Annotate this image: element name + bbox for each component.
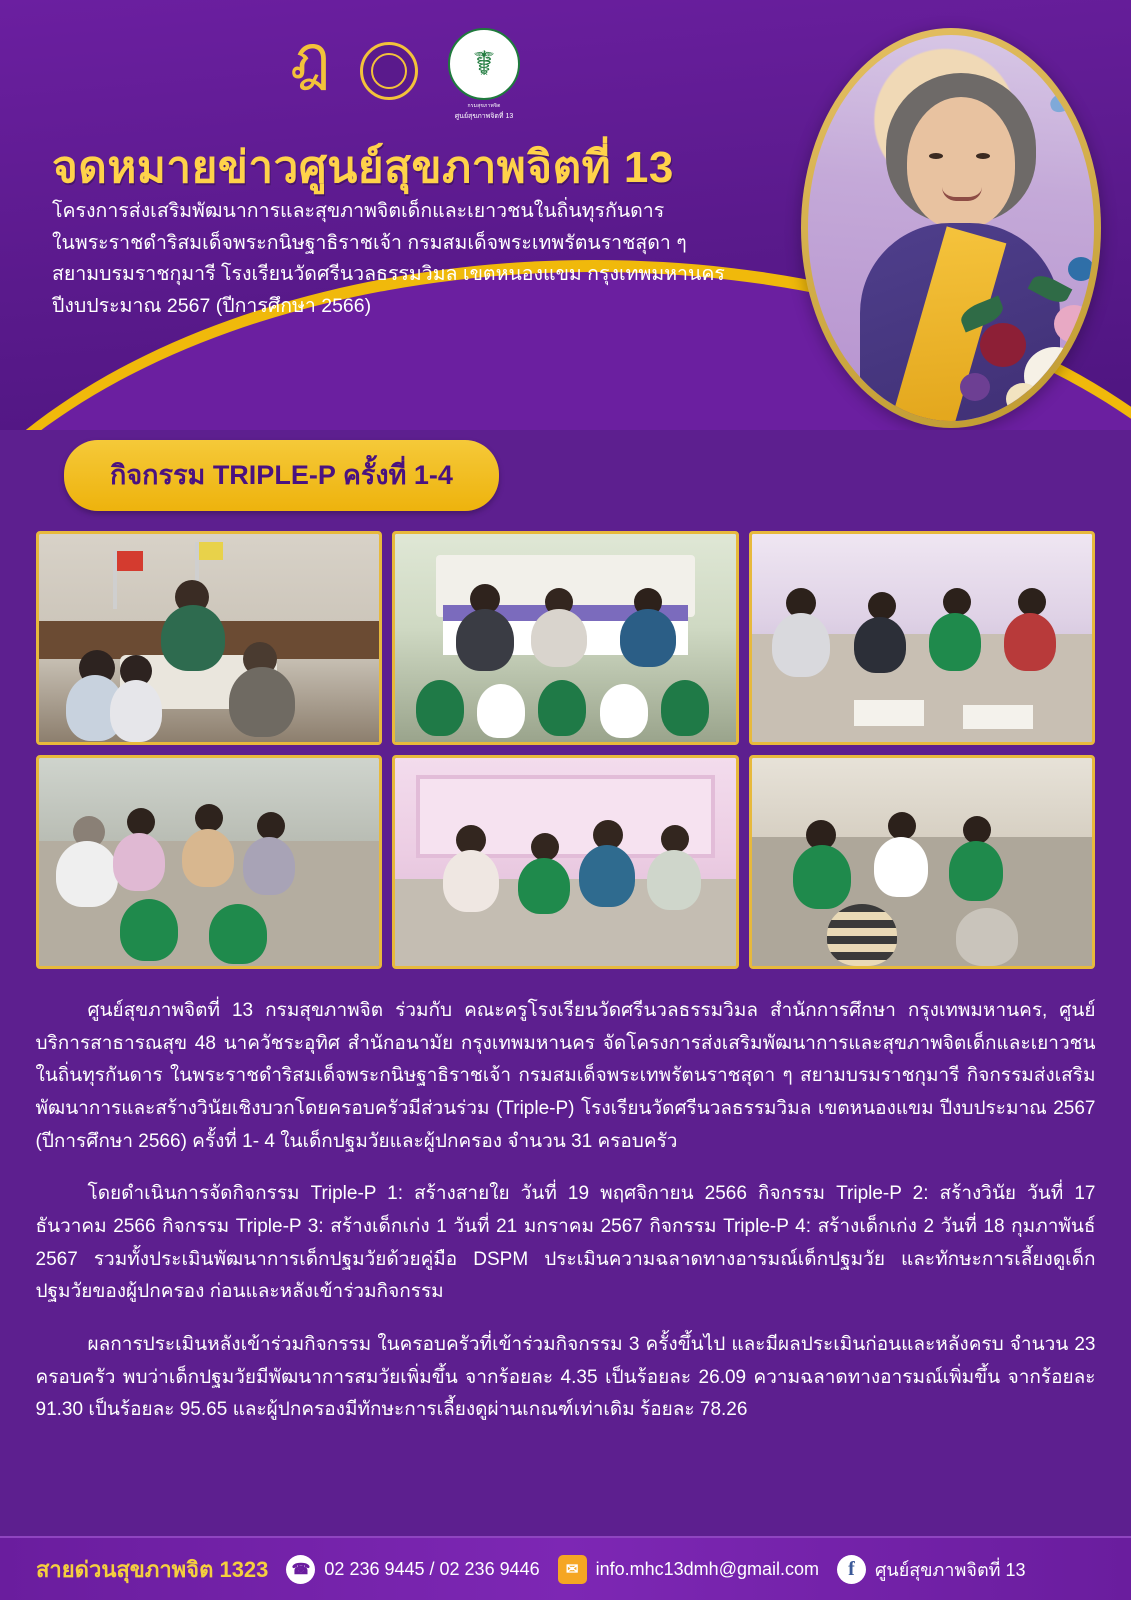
princess-portrait-medallion bbox=[801, 28, 1101, 428]
page-subtitle bbox=[52, 196, 772, 322]
portrait-image bbox=[808, 35, 1094, 421]
mail-icon: ✉ bbox=[558, 1555, 587, 1584]
facebook-icon: f bbox=[837, 1555, 866, 1584]
person-body bbox=[772, 613, 830, 677]
photo-activity-4 bbox=[36, 755, 383, 969]
person-body bbox=[110, 680, 162, 742]
subtitle-line-2: ในพระราชดำริสมเด็จพระกนิษฐาธิราชเจ้า กรมสมเด็จพระเทพรัตนราชสุดา ๆ bbox=[52, 231, 687, 254]
hotline-label: สายด่วนสุขภาพจิต 1323 bbox=[36, 1556, 269, 1582]
person-body bbox=[647, 850, 701, 910]
portrait-eye-right bbox=[976, 153, 990, 159]
photo-activity-5 bbox=[392, 755, 739, 969]
child-body bbox=[1004, 613, 1056, 671]
person-body bbox=[456, 609, 514, 671]
person-body bbox=[229, 667, 295, 737]
person-body bbox=[531, 609, 587, 667]
moph-caption-line2: ศูนย์สุขภาพจิตที่ 13 bbox=[454, 113, 514, 120]
article-paragraph-3: ผลการประเมินหลังเข้าร่วมกิจกรรม ในครอบครัวที่เข้าร่วมกิจกรรม 3 ครั้งขึ้นไป และมีผลประเมินก่อนและหลังครบ จำนวน 23 ครอบครัว พบว่าเด็กปฐมวัยมีพัฒนาการสมวัยเพิ่มขึ้น จากร้อยละ 4.35 เป็นร้อยละ 26.09 ความฉลาดทางอารมณ์เพิ่มขึ้น จากร้อยละ 91.30 เป็นร้อยละ 95.65 และผู้ปกครองมีทักษะการเลี้ยงดูผ่านเกณฑ์เท่าเดิม ร้อยละ 78.26 bbox=[35, 1334, 1096, 1421]
article-paragraph-1: ศูนย์สุขภาพจิตที่ 13 กรมสุขภาพจิต ร่วมกับ คณะครูโรงเรียนวัดศรีนวลธรรมวิมล สำนักการศึกษา กรุงเทพมหานคร, ศูนย์บริการสาธารณสุข 48 นาควัชระอุทิศ สำนักอนามัย กรุงเทพมหานคร จัดโครงการส่งเสริมพัฒนาการและสุขภาพจิตเด็กและเยาวชนในถิ่นทุรกันดาร ในพระราชดำริสมเด็จพระกนิษฐาธิราชเจ้า กรมสมเด็จพระเทพรัตนราชสุดา ๆ สยามบรมราชกุมารี กิจกรรมส่งเสริมพัฒนาการและสร้างวินัยเชิงบวกโดยครอบครัวมีส่วนร่วม (Triple-P) โรงเรียนวัดศรีนวลธรรมวิมล เขตหนองแขม ปีงบประมาณ 2567 (ปีการศึกษา 2566) ครั้งที่ 1- 4 ในเด็กปฐมวัยและผู้ปกครอง จำนวน 31 ครอบครัว bbox=[35, 1000, 1096, 1152]
person-body bbox=[956, 908, 1018, 966]
email-address[interactable]: info.mhc13dmh@gmail.com bbox=[595, 1558, 819, 1579]
footer-phone bbox=[286, 1555, 539, 1584]
child-body bbox=[661, 680, 709, 736]
child-body bbox=[113, 833, 165, 891]
child-body bbox=[243, 837, 295, 895]
child-body bbox=[538, 680, 586, 736]
flower bbox=[980, 323, 1026, 367]
article-text bbox=[36, 995, 1096, 1427]
child-head bbox=[868, 592, 896, 620]
child-body bbox=[477, 684, 525, 738]
photo-activity-3 bbox=[749, 531, 1096, 745]
butterfly-icon bbox=[1048, 89, 1078, 114]
article-paragraph-2: โดยดำเนินการจัดกิจกรรม Triple-P 1: สร้างสายใย วันที่ 19 พฤศจิกายน 2566 กิจกรรม Triple-P 2: สร้างวินัย วันที่ 17 ธันวาคม 2566 กิจกรรม Triple-P 3: สร้างเด็กเก่ง 1 วันที่ 21 มกราคม 2567 กิจกรรม Triple-P 4: สร้างเด็กเก่ง 2 วันที่ 18 กุมภาพันธ์ 2567 รวมทั้งประเมินพัฒนาการเด็กปฐมวัยด้วยคู่มือ DSPM ประเมินความฉลาดทางอารมณ์เด็กปฐมวัย และทักษะการเลี้ยงดูเด็กปฐมวัยของผู้ปกครอง ก่อนและหลังเข้าร่วมกิจกรรม bbox=[35, 1183, 1096, 1303]
royal-crown-emblem-icon bbox=[290, 24, 342, 120]
page-body bbox=[0, 430, 1131, 1427]
flag-yellow bbox=[199, 542, 223, 560]
child-body bbox=[120, 899, 178, 961]
phone-number: 02 236 9445 / 02 236 9446 bbox=[324, 1558, 540, 1579]
child-head bbox=[943, 588, 971, 616]
child-body bbox=[518, 858, 570, 914]
person-striped-shirt bbox=[827, 904, 897, 966]
portrait-flowers bbox=[910, 221, 1094, 421]
photo-activity-1 bbox=[36, 531, 383, 745]
page-title: จดหมายข่าวศูนย์สุขภาพจิตที่ 13 bbox=[52, 143, 674, 192]
flag-red bbox=[117, 551, 143, 571]
child-body bbox=[949, 841, 1003, 901]
person-body bbox=[161, 605, 225, 671]
moph-circle bbox=[448, 28, 520, 100]
logo-row bbox=[290, 24, 532, 124]
ministry-of-public-health-logo-icon bbox=[436, 28, 532, 124]
child-body bbox=[854, 617, 906, 673]
page-header bbox=[0, 0, 1131, 430]
royal-cypher-inner-ring bbox=[371, 53, 407, 89]
flower bbox=[1054, 305, 1094, 343]
person-head bbox=[661, 825, 689, 853]
child-body bbox=[182, 829, 234, 887]
caduceus-icon: ☤ bbox=[472, 45, 496, 83]
facebook-page-name[interactable]: ศูนย์สุขภาพจิตที่ 13 bbox=[874, 1559, 1026, 1580]
person-body bbox=[56, 841, 118, 907]
portrait-eye-left bbox=[929, 153, 943, 159]
child-head bbox=[888, 812, 916, 840]
moph-caption-line1: กรมสุขภาพจิต bbox=[467, 103, 501, 109]
flower-leaf bbox=[1028, 271, 1073, 307]
child-head bbox=[195, 804, 223, 832]
person-body bbox=[620, 609, 676, 667]
flower bbox=[1068, 257, 1094, 281]
footer-facebook[interactable] bbox=[837, 1555, 1026, 1584]
child-head bbox=[1018, 588, 1046, 616]
section-badge: กิจกรรม TRIPLE-P ครั้งที่ 1-4 bbox=[64, 440, 499, 511]
child-body bbox=[793, 845, 851, 909]
subtitle-line-1: โครงการส่งเสริมพัฒนาการและสุขภาพจิตเด็กและเยาวชนในถิ่นทุรกันดาร bbox=[52, 200, 665, 222]
photo-activity-2 bbox=[392, 531, 739, 745]
photo-gallery bbox=[36, 531, 1096, 969]
child-body bbox=[416, 680, 464, 736]
royal-cypher-emblem-icon bbox=[360, 42, 418, 100]
phone-icon: ☎ bbox=[286, 1555, 315, 1584]
portrait-face bbox=[907, 97, 1015, 229]
person-body bbox=[443, 850, 499, 912]
child-body bbox=[600, 684, 648, 738]
flower bbox=[1006, 383, 1040, 415]
person-body bbox=[579, 845, 635, 907]
paper-sheet bbox=[854, 700, 924, 726]
child-head bbox=[127, 808, 155, 836]
subtitle-line-3: สยามบรมราชกุมารี โรงเรียนวัดศรีนวลธรรมวิมล เขตหนองแขม กรุงเทพมหานคร bbox=[52, 263, 725, 286]
subtitle-line-4: ปีงบประมาณ 2567 (ปีการศึกษา 2566) bbox=[52, 294, 372, 317]
photo-activity-6 bbox=[749, 755, 1096, 969]
child-head bbox=[257, 812, 285, 840]
child-body bbox=[209, 904, 267, 964]
royal-crown-glyph: ฎ bbox=[290, 24, 331, 91]
paper-sheet bbox=[963, 705, 1033, 729]
footer-email[interactable] bbox=[558, 1555, 819, 1584]
child-body bbox=[874, 837, 928, 897]
flower bbox=[960, 373, 990, 401]
child-body bbox=[929, 613, 981, 671]
page-footer bbox=[0, 1536, 1131, 1600]
